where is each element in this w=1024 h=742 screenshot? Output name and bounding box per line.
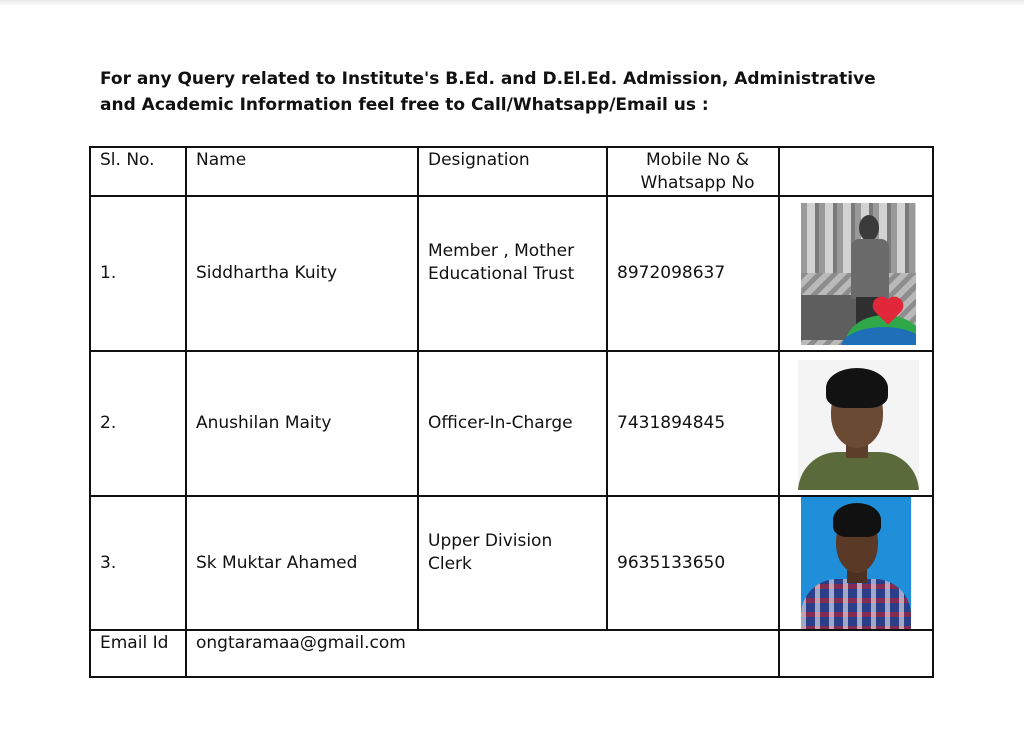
row-sl-no: 3.	[90, 496, 186, 630]
header-name: Name	[186, 147, 418, 196]
row-name: Siddhartha Kuity	[186, 196, 418, 351]
intro-text: For any Query related to Institute's B.Ed. and D.El.Ed. Admission, Administrative and Academic Information feel free to Call/Whatsapp/Email us :	[100, 69, 876, 115]
row-photo-cell	[779, 196, 933, 351]
photo-siddhartha-kuity	[801, 203, 916, 345]
photo-sk-muktar-ahamed	[801, 497, 911, 629]
row-designation-text: Member , Mother Educational Trust	[428, 240, 575, 284]
row-mobile[interactable]: 9635133650	[607, 496, 779, 630]
table-row	[90, 196, 933, 351]
header-designation: Designation	[418, 147, 607, 196]
contacts-table	[89, 146, 934, 678]
photo-anushilan-maity	[798, 360, 919, 490]
header-mobile: Mobile No & Whatsapp No	[607, 147, 779, 196]
row-sl-no: 1.	[90, 196, 186, 351]
email-row	[90, 630, 933, 677]
row-photo-cell	[779, 351, 933, 496]
table-row	[90, 351, 933, 496]
row-name: Sk Muktar Ahamed	[186, 496, 418, 630]
email-label: Email Id	[90, 630, 186, 677]
email-link[interactable]: ongtaramaa@gmail.com	[186, 630, 779, 677]
row-mobile[interactable]: 7431894845	[607, 351, 779, 496]
row-designation	[418, 496, 607, 630]
row-designation	[418, 196, 607, 351]
table-header-row	[90, 147, 933, 196]
row-designation-text: Upper Division Clerk	[428, 531, 553, 574]
row-mobile[interactable]: 8972098637	[607, 196, 779, 351]
header-photo	[779, 147, 933, 196]
row-designation: Officer-In-Charge	[418, 351, 607, 496]
header-sl-no: Sl. No.	[90, 147, 186, 196]
page-top-shade	[0, 0, 1024, 6]
table-row	[90, 496, 933, 630]
row-sl-no: 2.	[90, 351, 186, 496]
row-photo-cell	[779, 496, 933, 630]
row-name: Anushilan Maity	[186, 351, 418, 496]
email-empty-cell	[779, 630, 933, 677]
